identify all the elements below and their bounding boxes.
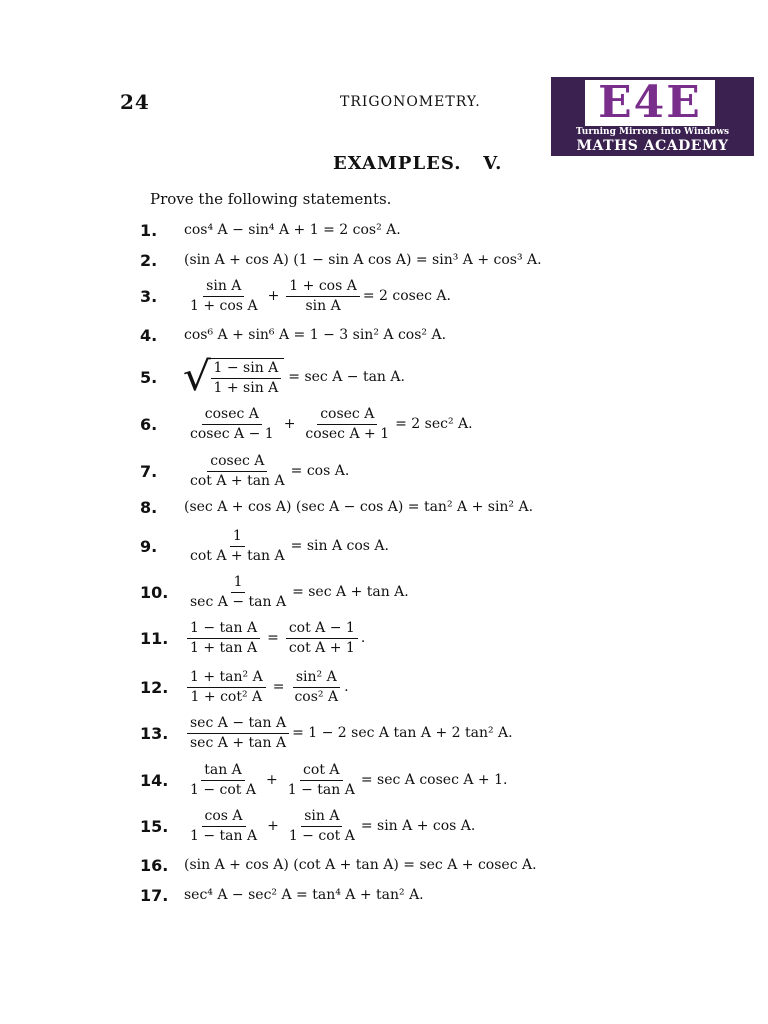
numerator: sec A − tan A [187,715,289,734]
example-number: 6. [140,414,158,434]
numerator: cot A − 1 [286,620,358,639]
radical-sign-icon: √ [182,354,211,400]
square-root [182,354,284,400]
logo-name: MATHS ACADEMY [576,138,729,154]
example-9 [140,529,389,563]
denominator: 1 + sin A [213,379,279,396]
numerator: 1 + cos A [286,278,360,297]
example-5 [140,354,405,400]
denominator: cot A + 1 [288,639,355,656]
right-hand-side: . [344,679,349,695]
example-number: 9. [140,536,158,556]
numerator: sin A [301,808,342,827]
fraction [187,620,260,657]
fraction [187,669,266,706]
denominator: 1 + cos A [190,297,258,314]
example-number: 11. [140,628,169,648]
fraction [187,808,260,845]
example-expression: sec⁴ A − sec² A = tan⁴ A + tan² A. [184,887,424,903]
denominator: cot A + tan A [190,472,285,489]
fraction [187,574,289,611]
example-number: 16. [140,855,169,875]
denominator: sec A − tan A [190,593,287,610]
right-hand-side: = cos A. [290,463,350,479]
numerator: cosec A [317,406,377,425]
example-expression [182,354,405,400]
example-16 [140,848,537,882]
instruction: Prove the following statements. [150,190,392,208]
example-expression: (sin A + cos A) (cot A + tan A) = sec A + cosec A. [184,857,537,873]
example-number: 7. [140,461,158,481]
right-hand-side: = sin A cos A. [290,538,389,554]
example-2 [140,243,542,277]
fraction [286,278,360,315]
example-number: 10. [140,582,169,602]
numerator: cosec A [207,453,267,472]
example-expression: cos⁶ A + sin⁶ A = 1 − 3 sin² A cos² A. [184,327,447,343]
example-14 [140,763,507,797]
example-expression [184,762,507,799]
numerator: 1 − tan A [187,620,260,639]
right-hand-side: = 1 − 2 sec A tan A + 2 tan² A. [292,725,513,741]
denominator: cos² A [294,688,339,705]
numerator: sin A [203,278,244,297]
fraction [187,278,261,315]
fraction [187,528,288,565]
example-12 [140,670,349,704]
numerator: cos A [202,808,246,827]
operator: + [266,772,278,788]
section-title: EXAMPLES. V. [333,153,503,174]
example-expression [184,406,473,443]
example-number: 15. [140,816,169,836]
numerator: cosec A [202,406,262,425]
numerator: cot A [300,762,342,781]
example-expression: (sin A + cos A) (1 − sin A cos A) = sin³ A + cos³ A. [184,252,542,268]
fraction [187,762,259,799]
denominator: cosec A − 1 [190,425,274,442]
example-number: 8. [140,497,158,517]
numerator: sin² A [293,669,340,688]
denominator: cot A + tan A [190,547,285,564]
fraction [187,453,288,490]
numerator: 1 + tan² A [187,669,266,688]
example-10 [140,575,409,609]
operator: + [267,288,280,304]
example-expression [184,278,451,315]
running-head: TRIGONOMETRY. [340,94,481,110]
example-1 [140,213,401,247]
example-4 [140,318,446,352]
example-expression [184,574,409,611]
fraction [291,669,341,706]
example-3 [140,279,451,313]
denominator: 1 − tan A [190,827,258,844]
example-number: 14. [140,770,169,790]
fraction [187,715,289,752]
right-hand-side: = sec A cosec A + 1. [360,772,508,788]
denominator: 1 − cot A [190,781,256,798]
operator: = [267,630,279,646]
numerator: tan A [201,762,245,781]
example-17 [140,878,424,912]
operator: + [283,416,296,432]
example-number: 12. [140,677,169,697]
fraction [286,808,358,845]
fraction [211,360,282,397]
example-expression [184,453,349,490]
operator: = [272,679,285,695]
page-number: 24 [120,90,150,114]
example-expression [184,808,475,845]
example-expression [184,669,349,706]
example-number: 4. [140,325,158,345]
denominator: 1 − tan A [287,781,355,798]
logo-mark-text: E4E [598,77,702,128]
fraction [302,406,392,443]
example-number: 3. [140,286,158,306]
example-expression [184,715,513,752]
radicand [208,358,285,397]
example-6 [140,407,473,441]
fraction [285,762,358,799]
right-hand-side: . [360,630,366,646]
example-number: 13. [140,723,169,743]
example-7 [140,454,349,488]
operator: + [267,818,279,834]
logo-tagline: Turning Mirrors into Windows [575,127,730,137]
right-hand-side: = sec A + tan A. [292,584,409,600]
denominator: sin A [305,297,341,314]
example-expression [184,620,365,657]
numerator: 1 [231,574,246,593]
logo-mark [585,77,715,128]
numerator: 1 − sin A [211,360,282,379]
right-hand-side: = 2 sec² A. [395,416,473,432]
logo [551,77,754,156]
denominator: 1 + cot² A [190,688,263,705]
example-expression [184,528,389,565]
denominator: 1 + tan A [190,639,258,656]
example-expression: (sec A + cos A) (sec A − cos A) = tan² A + sin² A. [184,499,534,515]
denominator: cosec A + 1 [305,425,390,442]
example-number: 1. [140,220,158,240]
denominator: sec A + tan A [190,734,287,751]
right-hand-side: = sec A − tan A. [288,369,405,385]
example-number: 5. [140,367,158,387]
fraction [187,406,277,443]
example-number: 2. [140,250,158,270]
example-11 [140,621,365,655]
example-expression: cos⁴ A − sin⁴ A + 1 = 2 cos² A. [184,222,401,238]
denominator: 1 − cot A [288,827,355,844]
numerator: 1 [230,528,245,547]
fraction [286,620,358,657]
example-8 [140,490,533,524]
right-hand-side: = 2 cosec A. [362,288,451,304]
right-hand-side: = sin A + cos A. [360,818,476,834]
example-number: 17. [140,885,169,905]
example-13 [140,716,513,750]
example-15 [140,809,475,843]
